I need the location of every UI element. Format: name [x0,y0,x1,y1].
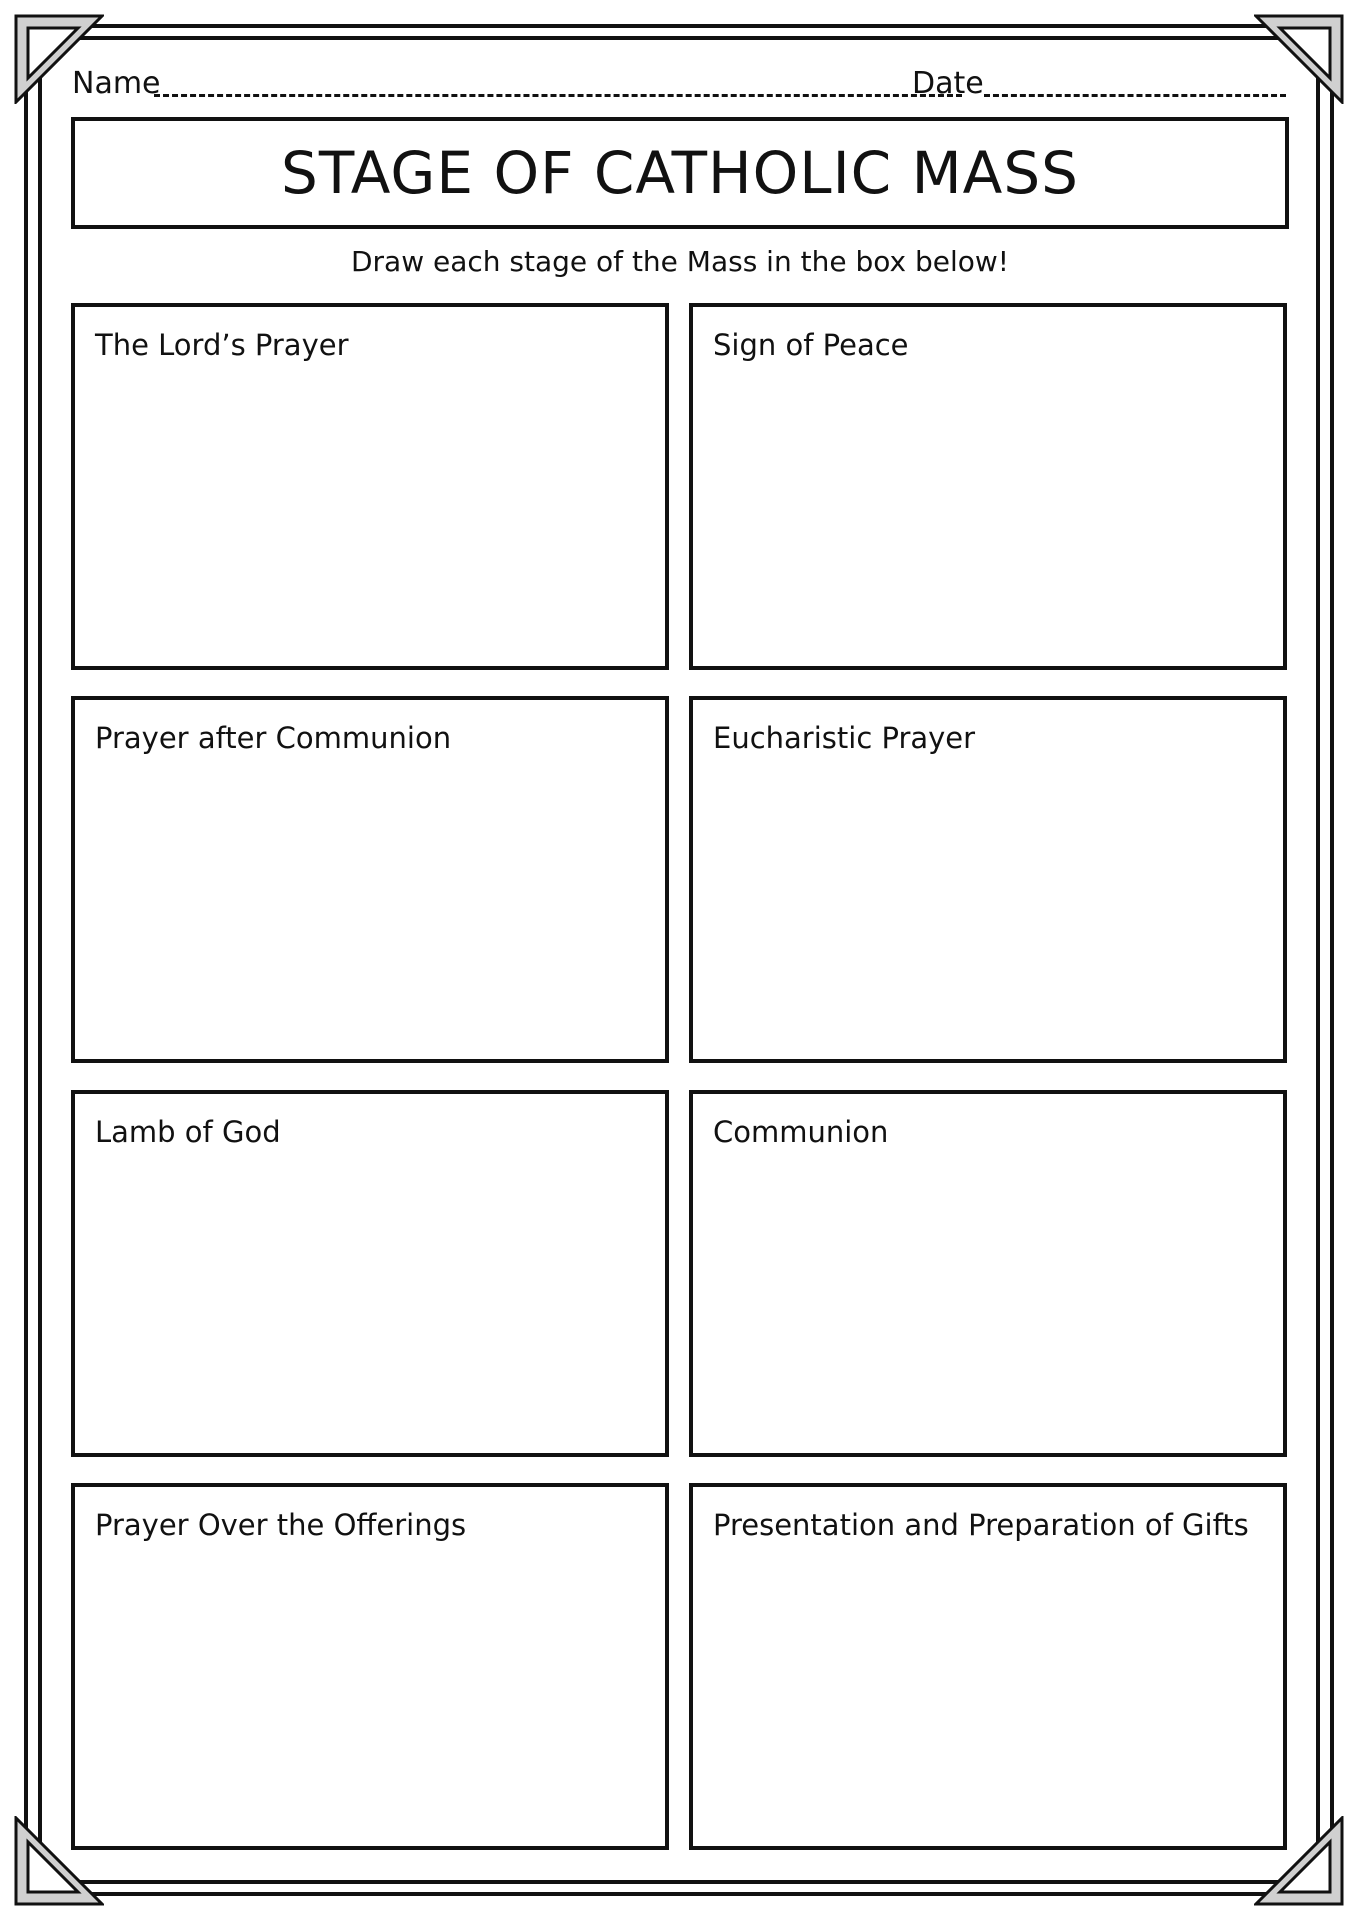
date-label: Date [912,66,984,101]
stage-label: Presentation and Preparation of Gifts [713,1508,1249,1542]
worksheet-title: STAGE OF CATHOLIC MASS [281,139,1079,207]
stage-box-lamb-of-god[interactable] [71,1090,669,1457]
date-field[interactable] [984,94,1286,97]
stage-box-presentation-of-gifts[interactable] [689,1483,1287,1850]
stage-label: Sign of Peace [713,328,909,362]
name-date-row [72,62,1286,106]
stage-box-prayer-over-offerings[interactable] [71,1483,669,1850]
stage-box-eucharistic-prayer[interactable] [689,696,1287,1063]
stage-box-lords-prayer[interactable] [71,303,669,670]
instructions: Draw each stage of the Mass in the box below! [350,245,1010,278]
stage-label: Eucharistic Prayer [713,721,976,755]
stage-label: Communion [713,1115,889,1149]
stage-label: Prayer Over the Offerings [95,1508,467,1542]
stage-label: The Lord’s Prayer [95,328,349,362]
name-field[interactable] [154,94,962,97]
stage-label: Prayer after Communion [95,721,452,755]
stage-box-communion[interactable] [689,1090,1287,1457]
stage-box-prayer-after-communion[interactable] [71,696,669,1063]
stage-label: Lamb of God [95,1115,281,1149]
worksheet-title-box [71,117,1289,229]
name-label: Name [72,66,161,101]
stage-box-sign-of-peace[interactable] [689,303,1287,670]
